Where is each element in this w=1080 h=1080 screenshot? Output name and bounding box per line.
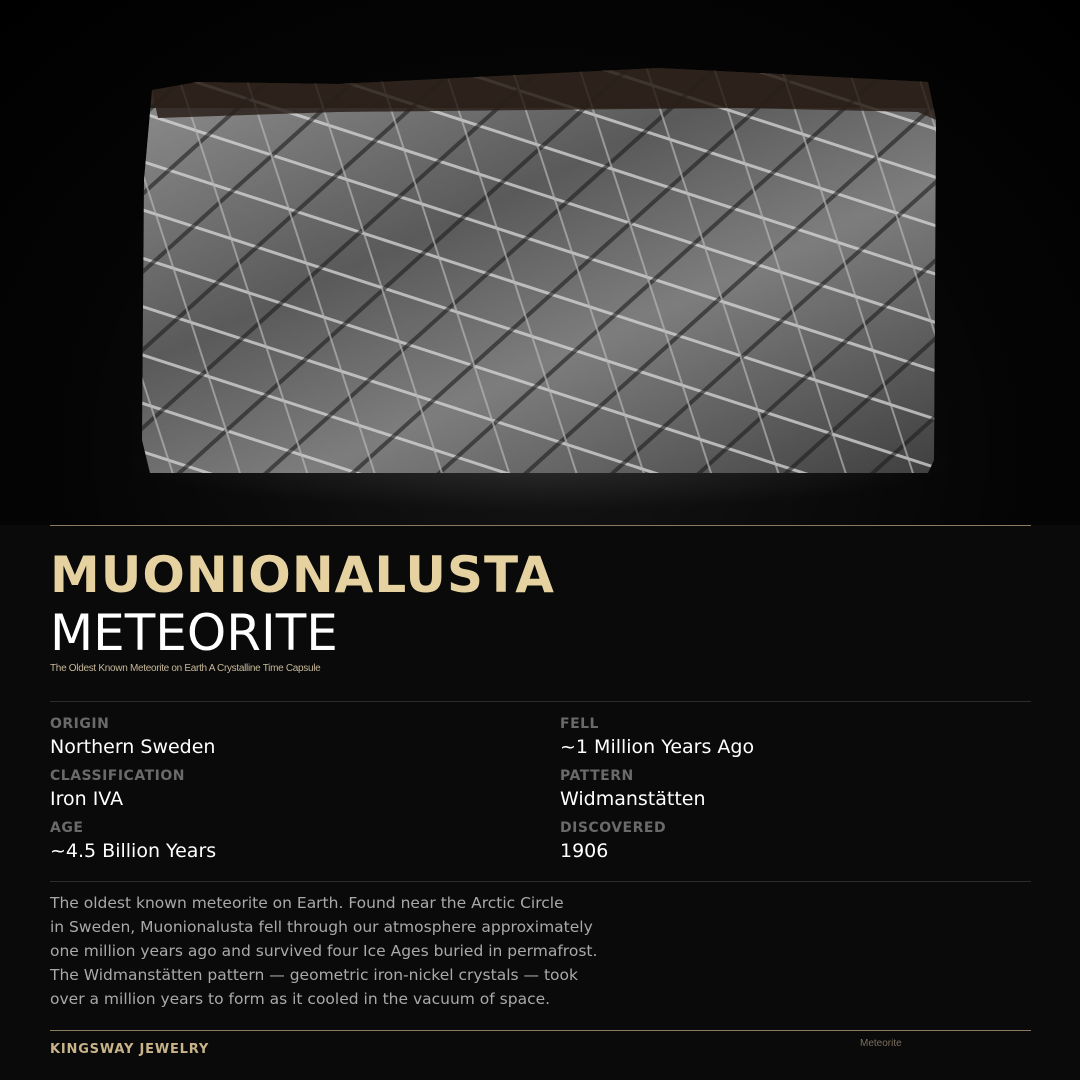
spec-origin	[50, 716, 510, 758]
spec-age	[50, 820, 510, 862]
spec-label: FELL	[560, 716, 599, 732]
spec-label: DISCOVERED	[560, 820, 667, 836]
crystal-lamella	[138, 60, 539, 72]
crystal-lamella	[138, 60, 938, 66]
divider-specs-bottom	[50, 881, 1031, 882]
description-line: The Widmanstätten pattern — geometric iron-nickel crystals — took	[50, 966, 578, 984]
divider-footer	[50, 1030, 1031, 1031]
spec-label: PATTERN	[560, 768, 634, 784]
description-line: one million years ago and survived four Ice Ages buried in permafrost.	[50, 942, 598, 960]
divider-specs-top	[50, 701, 1031, 702]
spec-discovered	[560, 820, 1020, 862]
brand-name: KINGSWAY JEWELRY	[50, 1042, 210, 1057]
spec-label: CLASSIFICATION	[50, 768, 185, 784]
spec-value: ~4.5 Billion Years	[50, 840, 217, 862]
category-tag: Meteorite	[860, 1038, 902, 1049]
spec-label: ORIGIN	[50, 716, 110, 732]
spec-value: Northern Sweden	[50, 736, 216, 758]
spec-value: Widmanstätten	[560, 788, 706, 810]
spec-fell	[560, 716, 1020, 758]
spec-value: ~1 Million Years Ago	[560, 736, 755, 758]
spec-label: AGE	[50, 820, 84, 836]
hero-image-area	[0, 0, 1080, 525]
product-subtitle: METEORITE	[50, 604, 338, 662]
spec-value: Iron IVA	[50, 788, 124, 810]
product-tagline: The Oldest Known Meteorite on Earth A Crystalline Time Capsule	[50, 663, 321, 674]
divider-top	[50, 525, 1031, 526]
spec-value: 1906	[560, 840, 609, 862]
spec-pattern	[560, 768, 1020, 810]
meteorite-image	[138, 60, 938, 475]
description-line: over a million years to form as it cooled in the vacuum of space.	[50, 990, 551, 1008]
spec-classification	[50, 768, 510, 810]
product-description	[50, 891, 650, 1011]
description-line: The oldest known meteorite on Earth. Found near the Arctic Circle	[50, 894, 564, 912]
product-title: MUONIONALUSTA	[50, 546, 555, 604]
description-line: in Sweden, Muonionalusta fell through our atmosphere approximately	[50, 918, 593, 936]
